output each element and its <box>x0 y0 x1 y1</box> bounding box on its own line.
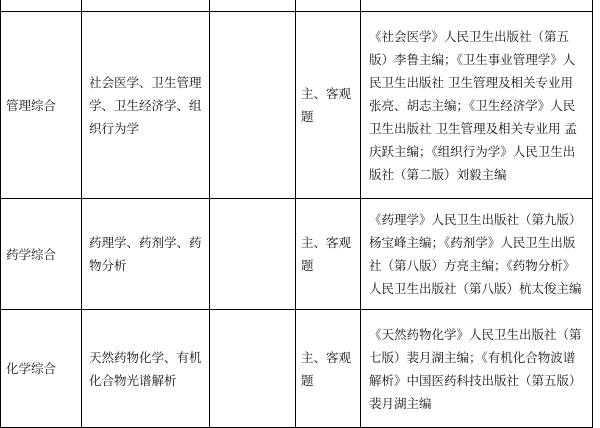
content-cell: 社会医学、卫生管理学、卫生经济学、组织行为学 <box>82 12 210 199</box>
table-row <box>1 12 593 199</box>
type-cell: 主、客观题 <box>296 199 361 310</box>
blank-cell <box>210 12 283 199</box>
content-cell <box>82 0 210 12</box>
type-cell <box>296 0 361 12</box>
table-row <box>1 199 593 310</box>
refs-cell: 《天然药物化学》人民卫生出版社（第七版）裴月湖主编；《有机化合物波谱解析》中国医药科技出版社（第五版）裴月湖主编 <box>361 310 593 428</box>
refs-cell <box>361 0 593 12</box>
blank-cell <box>283 12 296 199</box>
refs-cell: 《社会医学》人民卫生出版社（第五版）李鲁主编；《卫生事业管理学》人民卫生出版社 卫生管理及相关专业用 张亮、胡志主编；《卫生经济学》人民卫生出版社 卫生管理及相关专业用 孟庆跃主编；《组织行为学》人民卫生出版社（第二版）刘毅主编 <box>361 12 593 199</box>
refs-cell: 《药理学》人民卫生出版社（第九版）杨宝峰主编；《药剂学》人民卫生出版社（第八版）方亮主编；《药物分析》人民卫生出版社（第八版）杭太俊主编 <box>361 199 593 310</box>
table-row <box>1 0 593 12</box>
subject-cell: 药学综合 <box>1 199 82 310</box>
subject-cell <box>1 0 82 12</box>
blank-cell <box>283 0 296 12</box>
content-cell: 药理学、药剂学、药物分析 <box>82 199 210 310</box>
type-cell: 主、客观题 <box>296 12 361 199</box>
subject-cell: 管理综合 <box>1 12 82 199</box>
subject-cell: 化学综合 <box>1 310 82 428</box>
table-row <box>1 310 593 428</box>
type-cell: 主、客观题 <box>296 310 361 428</box>
content-cell: 天然药物化学、有机化合物光谱解析 <box>82 310 210 428</box>
blank-cell <box>283 310 296 428</box>
blank-cell <box>210 199 283 310</box>
blank-cell <box>283 199 296 310</box>
blank-cell <box>210 310 283 428</box>
blank-cell <box>210 0 283 12</box>
